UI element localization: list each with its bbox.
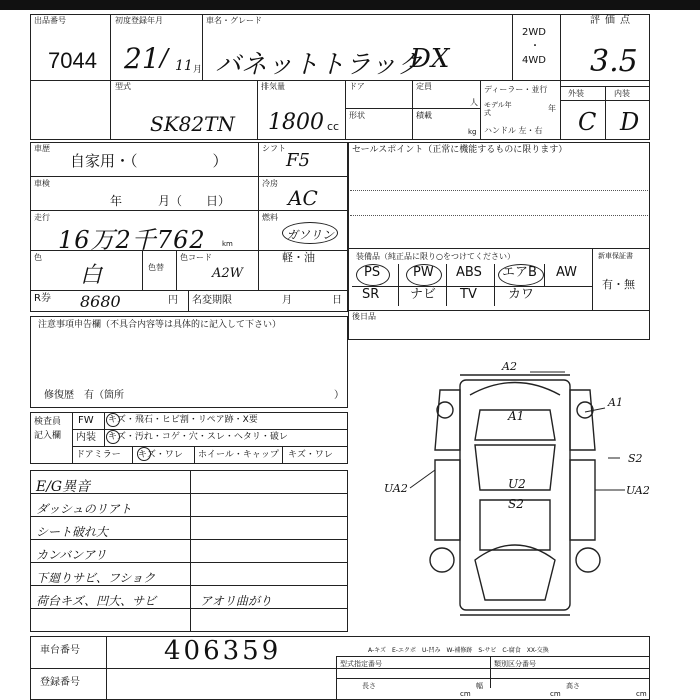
- color-code-label: 色コード: [180, 253, 212, 262]
- month-suffix: 月: [193, 65, 203, 75]
- yen-unit: 円: [168, 295, 178, 306]
- model-name-label: 車名・グレード: [206, 16, 262, 25]
- rating-label: 評価点: [590, 15, 635, 26]
- persons-unit: 人: [470, 98, 478, 107]
- dealer-label: ディーラー・並行: [484, 85, 548, 94]
- damage-mark-s2-center: S2: [508, 497, 524, 511]
- inspector-fw-items: キズ・飛石・ヒビ割・リペア跡・X要: [108, 415, 258, 425]
- first-reg-label: 初度登録年月: [115, 16, 163, 25]
- drive-2wd: 2WD: [522, 27, 546, 38]
- drive-4wd: 4WD: [522, 55, 546, 66]
- inspector-wheel-items: キズ・ワレ: [288, 450, 333, 460]
- vehicle-diagram: [380, 360, 670, 640]
- class-label: 類別区分番号: [494, 660, 536, 668]
- lot-no-label: 出品番号: [34, 16, 66, 25]
- fuel: ガソリン: [286, 228, 335, 242]
- inspector-interior: 内装: [76, 432, 96, 443]
- usage-label: 車歴: [34, 144, 50, 153]
- door-label: ドア: [349, 82, 365, 91]
- mark-circle-3: [137, 447, 151, 461]
- cert-label: 型式指定番号: [340, 660, 382, 668]
- inspector-mirror-items: キズ・ワレ: [138, 450, 183, 460]
- ac: AC: [288, 186, 318, 210]
- ac-label: 冷房: [262, 179, 278, 188]
- equip-pw: PW: [413, 265, 434, 280]
- recycle-value: 8680: [80, 292, 121, 311]
- shift: F5: [286, 150, 310, 171]
- damage-mark-a2-top: A2: [502, 360, 517, 373]
- equipment-label: 装備品（純正品に限り○をつけてください）: [356, 252, 515, 261]
- equip-airbag: エアB: [502, 265, 537, 280]
- exterior-label: 外装: [568, 89, 584, 98]
- warranty-value: 有・無: [602, 278, 635, 291]
- inspector-interior-items: キズ・汚れ・コゲ・穴・スレ・ヘタリ・破レ: [108, 432, 288, 442]
- color-label: 色: [34, 253, 42, 262]
- interior-grade: D: [620, 108, 640, 136]
- color-code: A2W: [212, 266, 244, 281]
- height-label: 高さ: [566, 682, 580, 690]
- rear-label: 後日品: [352, 312, 376, 321]
- model-year-label: モデル年式: [484, 101, 512, 117]
- lot-no: 7044: [48, 48, 97, 73]
- equip-ps-circle: [356, 264, 390, 286]
- notes-label: 注意事項申告欄（不具合内容等は具体的に記入して下さい）: [38, 320, 282, 330]
- damage-mark-ua2-left: UA2: [384, 482, 408, 495]
- remark-5: 下廻りサビ、フショク: [36, 571, 156, 585]
- remark-7: アオリ曲がり: [200, 594, 272, 608]
- mileage: 16万2千762: [58, 226, 206, 254]
- inspection-value: 年 月（ 日）: [110, 194, 231, 208]
- equip-ps: PS: [364, 265, 381, 280]
- color-change-label: 色替: [148, 263, 164, 272]
- shape-label: 形状: [349, 111, 365, 120]
- color: 白: [80, 263, 103, 288]
- name-change-value: 月 日: [282, 295, 342, 306]
- reg-year: 21: [124, 42, 160, 75]
- equip-aw: AW: [556, 265, 578, 280]
- grade: DX: [410, 44, 450, 74]
- repair-close: ）: [334, 390, 344, 401]
- inspector-fw: FW: [78, 415, 94, 426]
- chassis-label: 車台番号: [40, 645, 80, 656]
- displacement: 1800: [268, 110, 324, 135]
- inspector-mirror: ドアミラー: [76, 450, 121, 460]
- km-unit: km: [222, 240, 233, 248]
- reg-label: 登録番号: [40, 677, 80, 688]
- reg-month: 11: [175, 58, 193, 74]
- chassis: 406359: [164, 636, 282, 666]
- interior-label: 内装: [614, 89, 630, 98]
- usage: 自家用・（ ）: [70, 152, 228, 170]
- remark-4: カンバンアリ: [36, 548, 107, 562]
- mileage-label: 走行: [34, 213, 50, 222]
- damage-mark-s2-right: S2: [628, 452, 643, 465]
- sales-label: セールスポイント（正常に機能するものに限ります）: [352, 145, 568, 155]
- light-oil-label: 軽・油: [282, 251, 315, 264]
- equip-kawa: カワ: [508, 287, 535, 302]
- equip-navi: ナビ: [410, 287, 437, 302]
- inspection-label: 車検: [34, 179, 50, 188]
- type: SK82TN: [150, 112, 235, 136]
- equip-tv: TV: [460, 287, 477, 302]
- capacity-label: 定員: [416, 82, 432, 91]
- damage-mark-a1-center: A1: [508, 409, 525, 423]
- exterior-grade: C: [578, 108, 597, 136]
- remark-6: 荷台キズ、凹大、サビ: [36, 594, 157, 608]
- equip-pw-circle: [406, 264, 442, 286]
- displacement-label: 排気量: [261, 82, 285, 91]
- inspector-wheel: ホイール・キャップ: [198, 450, 279, 460]
- warranty-label: 新車保証書: [598, 252, 633, 260]
- damage-mark-u2: U2: [508, 477, 526, 491]
- reg-slash: /: [160, 44, 169, 72]
- recycle-label: R券: [34, 293, 51, 304]
- fuel-circle: [282, 222, 338, 244]
- type-label: 型式: [115, 82, 131, 91]
- inspector-label-1: 検査員: [34, 417, 62, 427]
- handle-label: ハンドル 左・右: [484, 126, 543, 135]
- remark-1: E/G異音: [36, 479, 91, 495]
- fuel-label: 燃料: [262, 213, 278, 222]
- length-label: 長さ: [362, 682, 376, 690]
- equip-abs: ABS: [456, 265, 482, 280]
- damage-mark-a1-right: A1: [608, 396, 623, 409]
- inspector-label-2: 記入欄: [34, 431, 62, 441]
- repair-label: 修復歴 有（箇所: [44, 390, 124, 401]
- mark-circle-2: [106, 430, 120, 444]
- kg-unit: kg: [468, 128, 477, 136]
- width-unit: cm: [550, 690, 561, 698]
- height-unit: cm: [636, 690, 647, 698]
- drive-dot: ・: [530, 41, 540, 52]
- year-unit: 年: [548, 104, 556, 113]
- equip-airbag-circle: [498, 264, 544, 286]
- top-header-band: [0, 0, 700, 10]
- shift-label: シフト: [262, 144, 286, 153]
- name-change-label: 名変期限: [192, 295, 232, 306]
- rating: 3.5: [590, 44, 638, 79]
- width-label: 幅: [476, 682, 483, 690]
- equip-sr: SR: [362, 287, 380, 302]
- load-label: 積載: [416, 111, 432, 120]
- model-name: バネットトラック: [215, 50, 423, 80]
- remark-3: シート破れ大: [36, 525, 109, 539]
- damage-legend: A-キズ E-エクボ U-凹み W-補修跡 S-サビ C-腐食 XX-交換: [368, 647, 549, 654]
- cc-unit: cc: [327, 120, 340, 133]
- damage-mark-ua2-right: UA2: [626, 484, 650, 497]
- remark-2: ダッシュのリアト: [36, 502, 132, 516]
- mark-circle-1: [106, 413, 120, 427]
- length-unit: cm: [460, 690, 471, 698]
